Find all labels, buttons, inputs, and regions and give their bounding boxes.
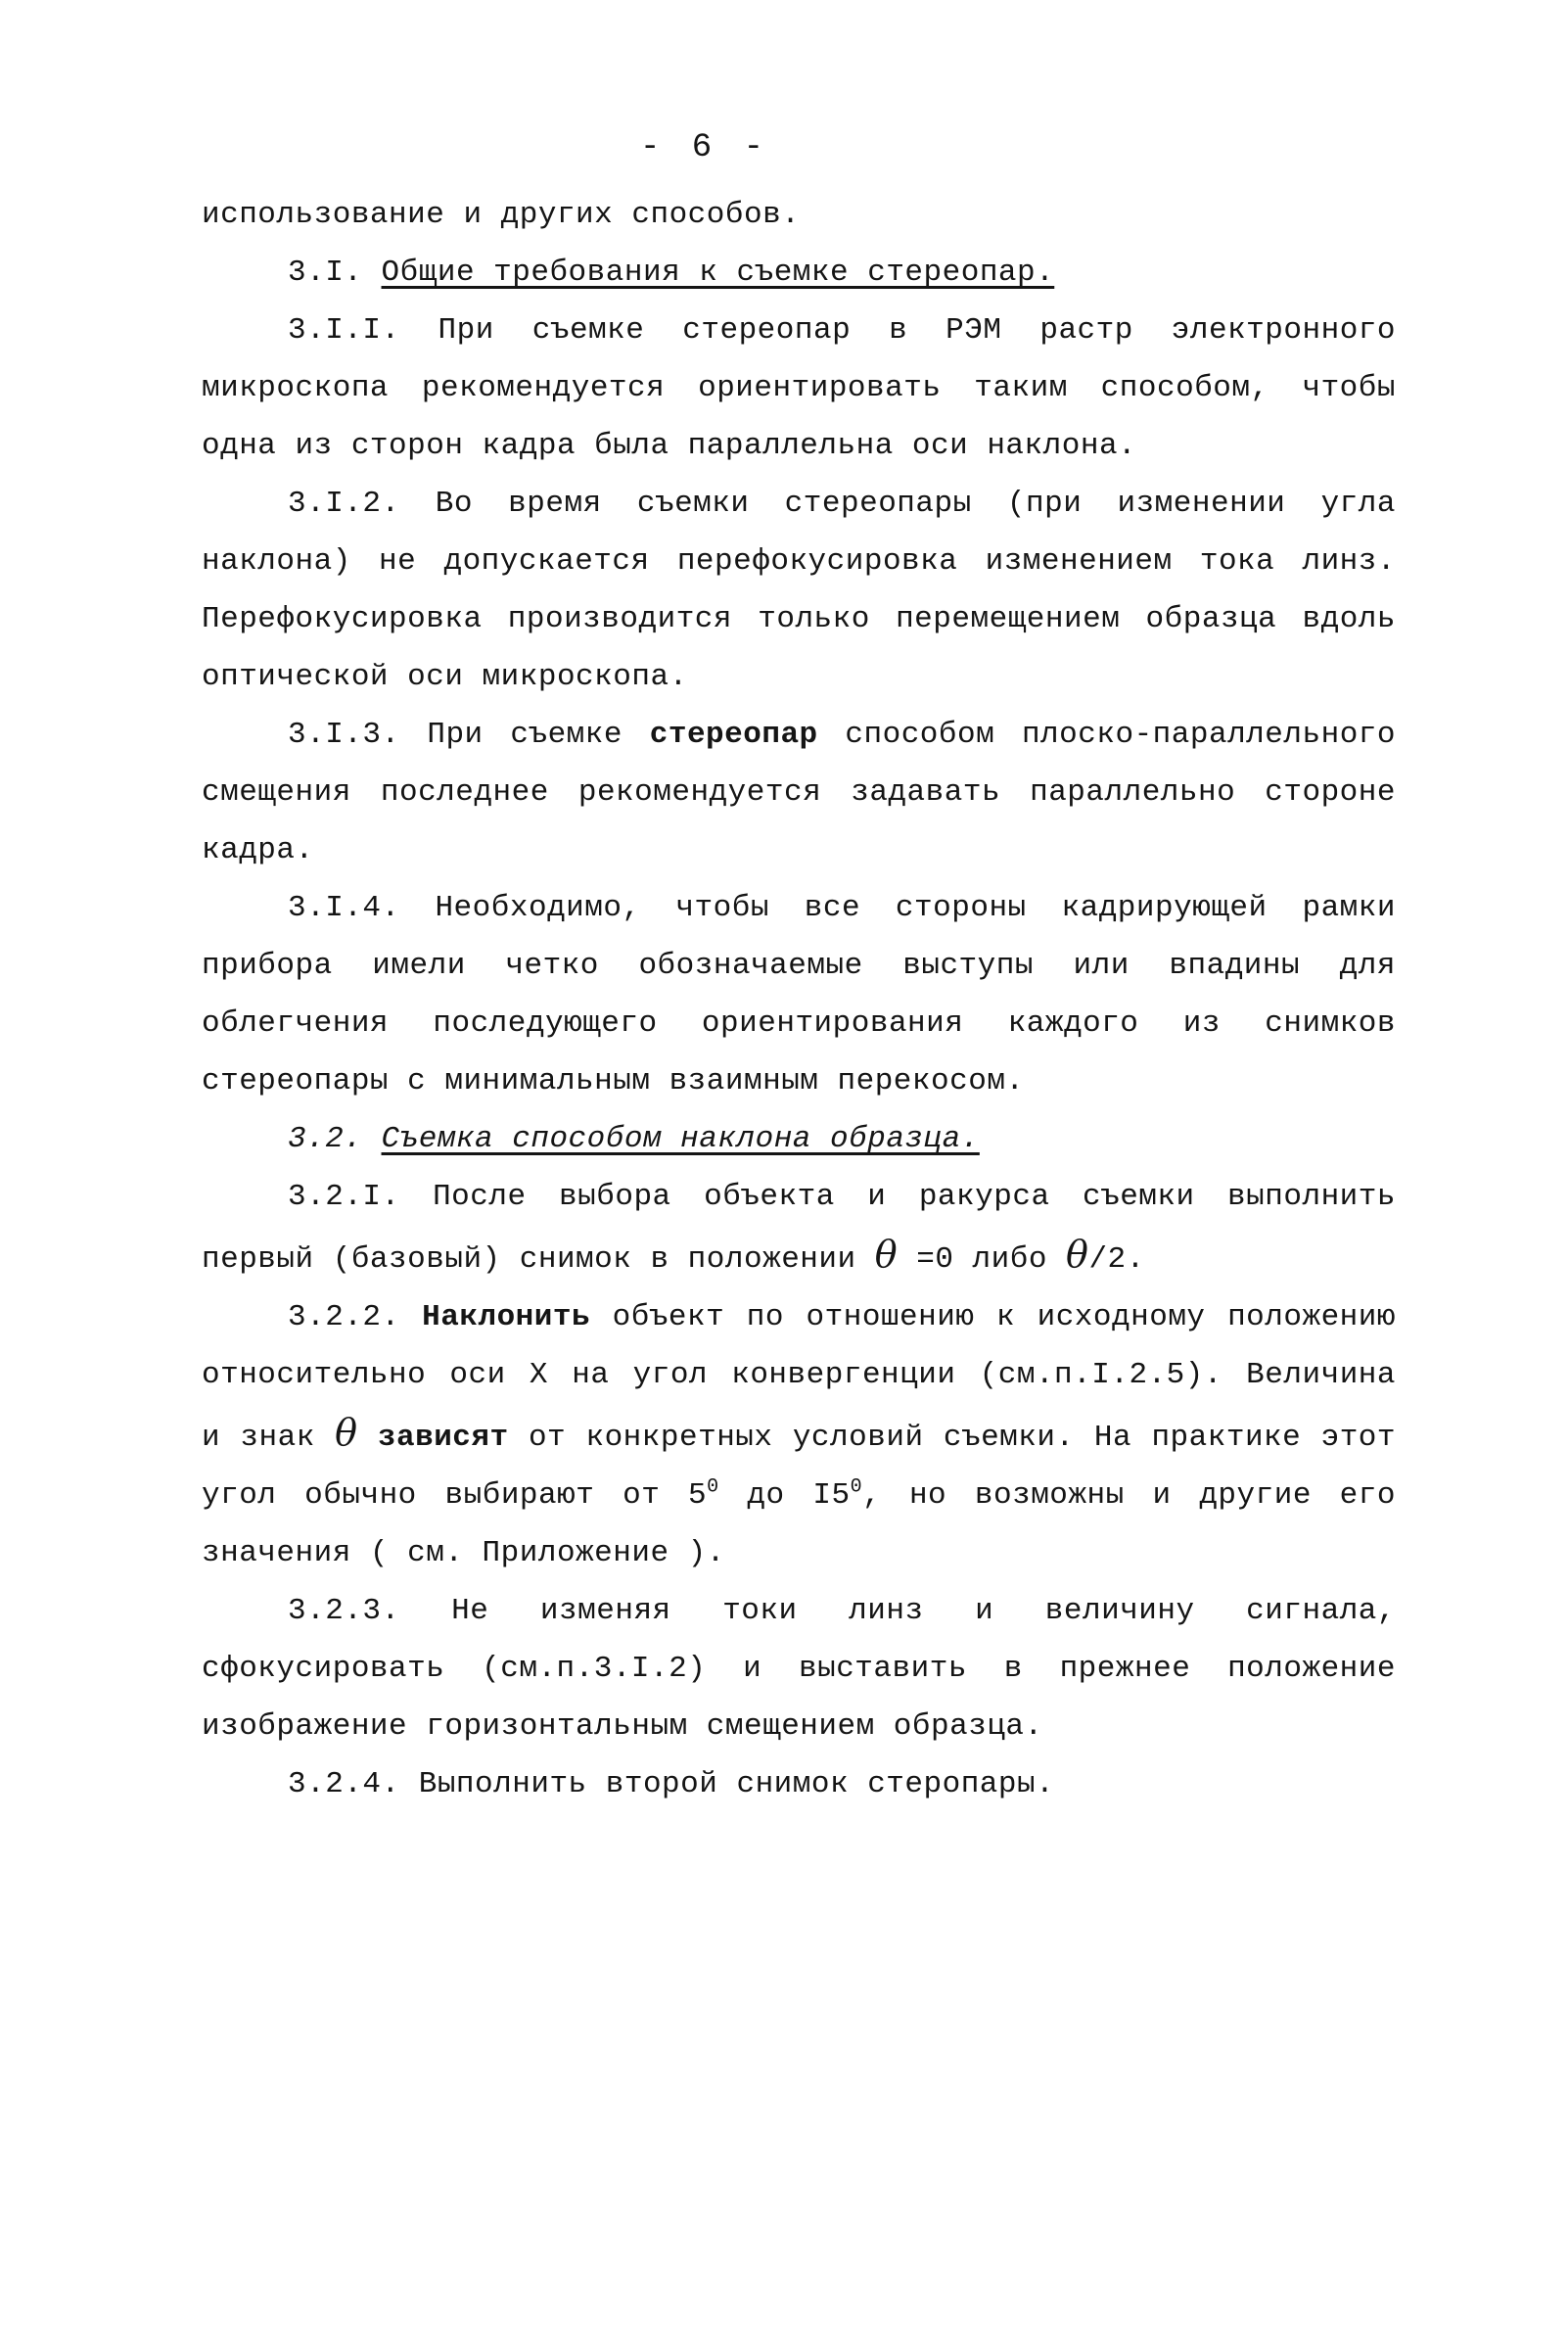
text-run	[358, 1421, 378, 1455]
section-heading-3-2	[202, 1110, 1396, 1168]
paragraph-3-2-3: 3.2.3. Не изменяя токи линз и величину сигнала, сфокусировать (см.п.3.I.2) и выставить в прежнее положение изображение горизонтальным смещением образца.	[202, 1594, 1396, 1744]
text-run: 3.I.3. При съемке	[288, 718, 650, 752]
paragraph-3-1-4: 3.I.4. Необходимо, чтобы все стороны кадрирующей рамки прибора имели четко обозначаемые выступы или впадины для облегчения последующего ориентирования каждого из снимков стереопары с минимальным взаимным перекосом.	[202, 891, 1396, 1098]
bold-text: Наклонить	[422, 1300, 591, 1334]
text-run: 3.2.I. После выбора объекта и ракурса съемки выполнить первый (базовый) снимок в положении	[202, 1180, 1396, 1277]
text-run: способом плоско-параллельного смещения последнее рекомендуется задавать параллельно стороне кадра.	[202, 718, 1397, 867]
section-number: 3.I.	[288, 256, 363, 290]
degree-superscript: 0	[850, 1475, 863, 1499]
paragraph-3-1-1: 3.I.I. При съемке стереопар в РЭМ растр электронного микроскопа рекомендуется ориентировать таким способом, чтобы одна из сторон кадра была параллельна оси наклона.	[202, 313, 1396, 463]
section-heading-3-1	[202, 244, 1396, 302]
document-body	[202, 186, 1396, 1813]
section-title: Общие требования к съемке стереопар.	[381, 256, 1055, 290]
paragraph-continuation: использование и других способов.	[202, 198, 801, 232]
paragraph-3-1-3	[202, 706, 1396, 879]
bold-text: зависят	[377, 1421, 509, 1455]
text-run: 3.2.2.	[288, 1300, 423, 1334]
text-run: /2.	[1088, 1242, 1145, 1277]
theta-symbol: θ	[335, 1411, 358, 1454]
section-number: 3.2.	[288, 1122, 363, 1156]
text-run: до I5	[718, 1478, 851, 1513]
bold-text: стереопар	[649, 718, 818, 752]
text-run: от конкретных условий съемки. На практике этот угол обычно выбирают от 5	[202, 1421, 1396, 1513]
paragraph-3-2-1	[202, 1168, 1396, 1288]
theta-symbol: θ	[1066, 1233, 1089, 1276]
theta-symbol: θ	[874, 1233, 899, 1276]
degree-superscript: 0	[707, 1475, 719, 1499]
paragraph-3-2-2	[202, 1288, 1396, 1582]
paragraph-3-1-2: 3.I.2. Во время съемки стереопары (при изменении угла наклона) не допускается перефокусировка изменением тока линз. Перефокусировка производится только перемещением образца вдоль оптической оси микроскопа.	[202, 487, 1396, 694]
paragraph-3-2-4: 3.2.4. Выполнить второй снимок стеропары.	[288, 1767, 1055, 1801]
text-run: , но возможны и другие его значения ( см. Приложение ).	[202, 1478, 1396, 1570]
section-title: Съемка способом наклона образца.	[381, 1122, 980, 1156]
page-number: - 6 -	[639, 129, 770, 166]
text-run: объект по отношению к исходному положению относительно оси X на угол конвергенции (см.п.I.2.5). Величина и знак	[202, 1300, 1396, 1455]
text-run: =0 либо	[898, 1242, 1067, 1277]
